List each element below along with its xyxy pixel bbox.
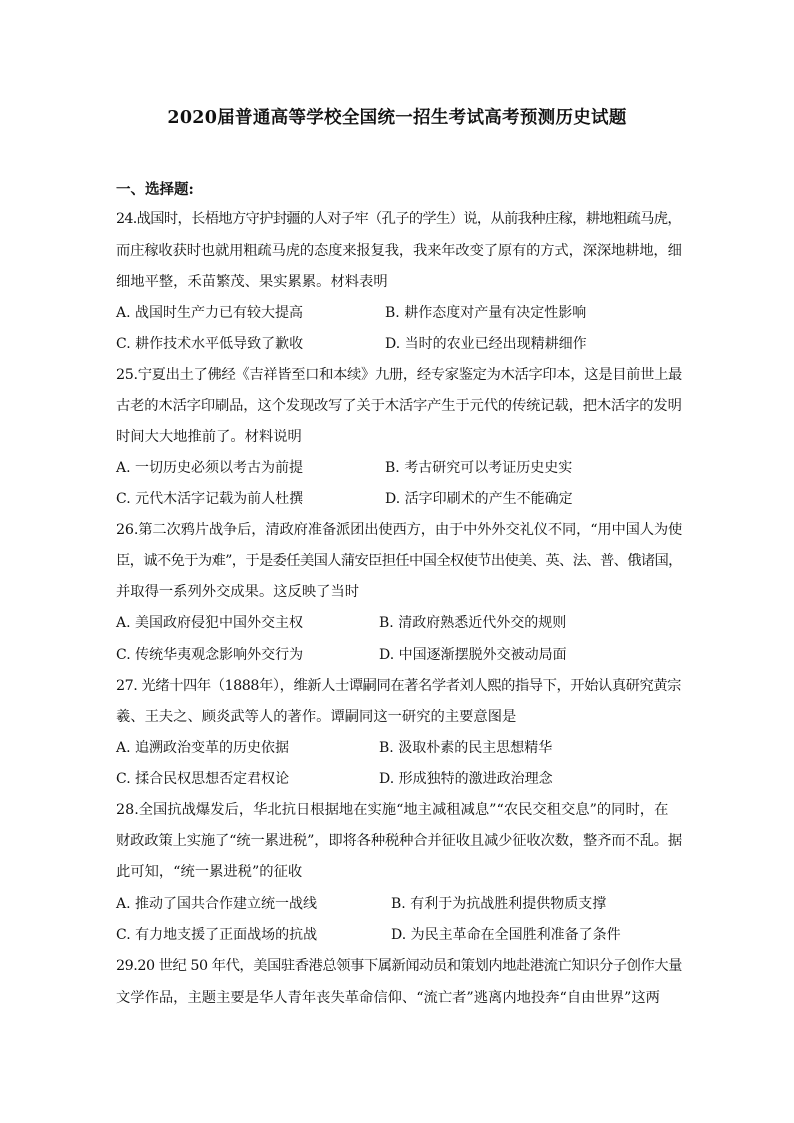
question-28-option-d: D. 为民主革命在全国胜利准备了条件 — [391, 927, 621, 943]
question-25-option-b: B. 考古研究可以考证历史史实 — [385, 460, 573, 476]
question-28-line-1: 28.全国抗战爆发后，华北抗日根据地在实施“地主减租减息”“农民交租交息”的同时，在 — [116, 802, 669, 818]
question-26-option-c: C. 传统华夷观念影响外交行为 — [116, 647, 304, 663]
question-28-line-3: 此可知，“统一累进税”的征收 — [116, 864, 303, 880]
question-27-option-a: A. 追溯政治变革的历史依据 — [116, 740, 290, 756]
question-24-option-a: A. 战国时生产力已有较大提高 — [116, 305, 304, 321]
question-28-option-a: A. 推动了国共合作建立统一战线 — [116, 896, 318, 912]
question-25-option-c: C. 元代木活字记载为前人杜撰 — [116, 491, 304, 507]
question-24-line-2: 而庄稼收获时也就用粗疏马虎的态度来报复我，我来年改变了原有的方式，深深地耕地，细 — [116, 243, 682, 259]
question-24-option-b: B. 耕作态度对产量有决定性影响 — [385, 305, 587, 321]
question-27-option-c: C. 揉合民权思想否定君权论 — [116, 771, 290, 787]
question-26-option-d: D. 中国逐渐摆脱外交被动局面 — [379, 647, 567, 663]
question-25-option-d: D. 活字印刷术的产生不能确定 — [385, 491, 573, 507]
question-24-option-c: C. 耕作技术水平低导致了歉收 — [116, 336, 304, 352]
question-26-option-a: A. 美国政府侵犯中国外交主权 — [116, 615, 304, 631]
question-27-line-1: 27. 光绪十四年（1888年），维新人士谭嗣同在著名学者刘人熙的指导下，开始认真研究黄宗 — [116, 678, 682, 694]
question-24-line-3: 细地平整，禾苗繁茂、果实累累。材料表明 — [116, 274, 388, 290]
section-heading: 一、选择题: — [116, 181, 194, 198]
question-26-option-b: B. 清政府熟悉近代外交的规则 — [379, 615, 567, 631]
question-27-option-d: D. 形成独特的激进政治理念 — [379, 771, 553, 787]
question-25-option-a: A. 一切历史必须以考古为前提 — [116, 460, 304, 476]
question-24-line-1: 24.战国时，长梧地方守护封疆的人对子牢（孔子的学生）说，从前我种庄稼，耕地粗疏马虎， — [116, 211, 681, 227]
question-27-line-2: 羲、王夫之、顾炎武等人的著作。谭嗣同这一研究的主要意图是 — [116, 709, 517, 725]
question-25-line-1: 25.宁夏出土了佛经《吉祥皆至口和本续》九册，经专家鉴定为木活字印本，这是目前世上最 — [116, 367, 682, 383]
question-26-line-2: 臣，诚不免于为难”，于是委任美国人蒲安臣担任中国全权使节出使美、英、法、普、俄诸国， — [116, 553, 682, 569]
question-24-option-d: D. 当时的农业已经出现精耕细作 — [385, 336, 587, 352]
question-28-option-c: C. 有力地支援了正面战场的抗战 — [116, 927, 318, 943]
question-28-option-b: B. 有利于为抗战胜利提供物质支撑 — [391, 896, 607, 912]
question-27-option-b: B. 汲取朴素的民主思想精华 — [379, 740, 553, 756]
question-29-line-2: 文学作品，主题主要是华人青年丧失革命信仰、“流亡者”逃离内地投奔“自由世界”这两 — [116, 990, 660, 1006]
question-29-line-1: 29.20 世纪 50 年代，美国驻香港总领事下属新闻动员和策划内地赴港流亡知识分子创作大量 — [116, 958, 682, 974]
question-25-line-2: 古老的木活字印刷品，这个发现改写了关于木活字产生于元代的传统记载，把木活字的发明 — [116, 398, 682, 414]
question-28-line-2: 财政政策上实施了“统一累进税”，即将各种税种合并征收且减少征收次数，整齐而不乱。据 — [116, 833, 683, 849]
document-title: 2020届普通高等学校全国统一招生考试高考预测历史试题 — [167, 108, 627, 128]
question-26-line-3: 并取得一系列外交成果。这反映了当时 — [116, 584, 360, 600]
question-25-line-3: 时间大大地推前了。材料说明 — [116, 429, 302, 445]
question-26-line-1: 26.第二次鸦片战争后，清政府准备派团出使西方，由于中外外交礼仪不同，“用中国人为使 — [116, 522, 683, 538]
